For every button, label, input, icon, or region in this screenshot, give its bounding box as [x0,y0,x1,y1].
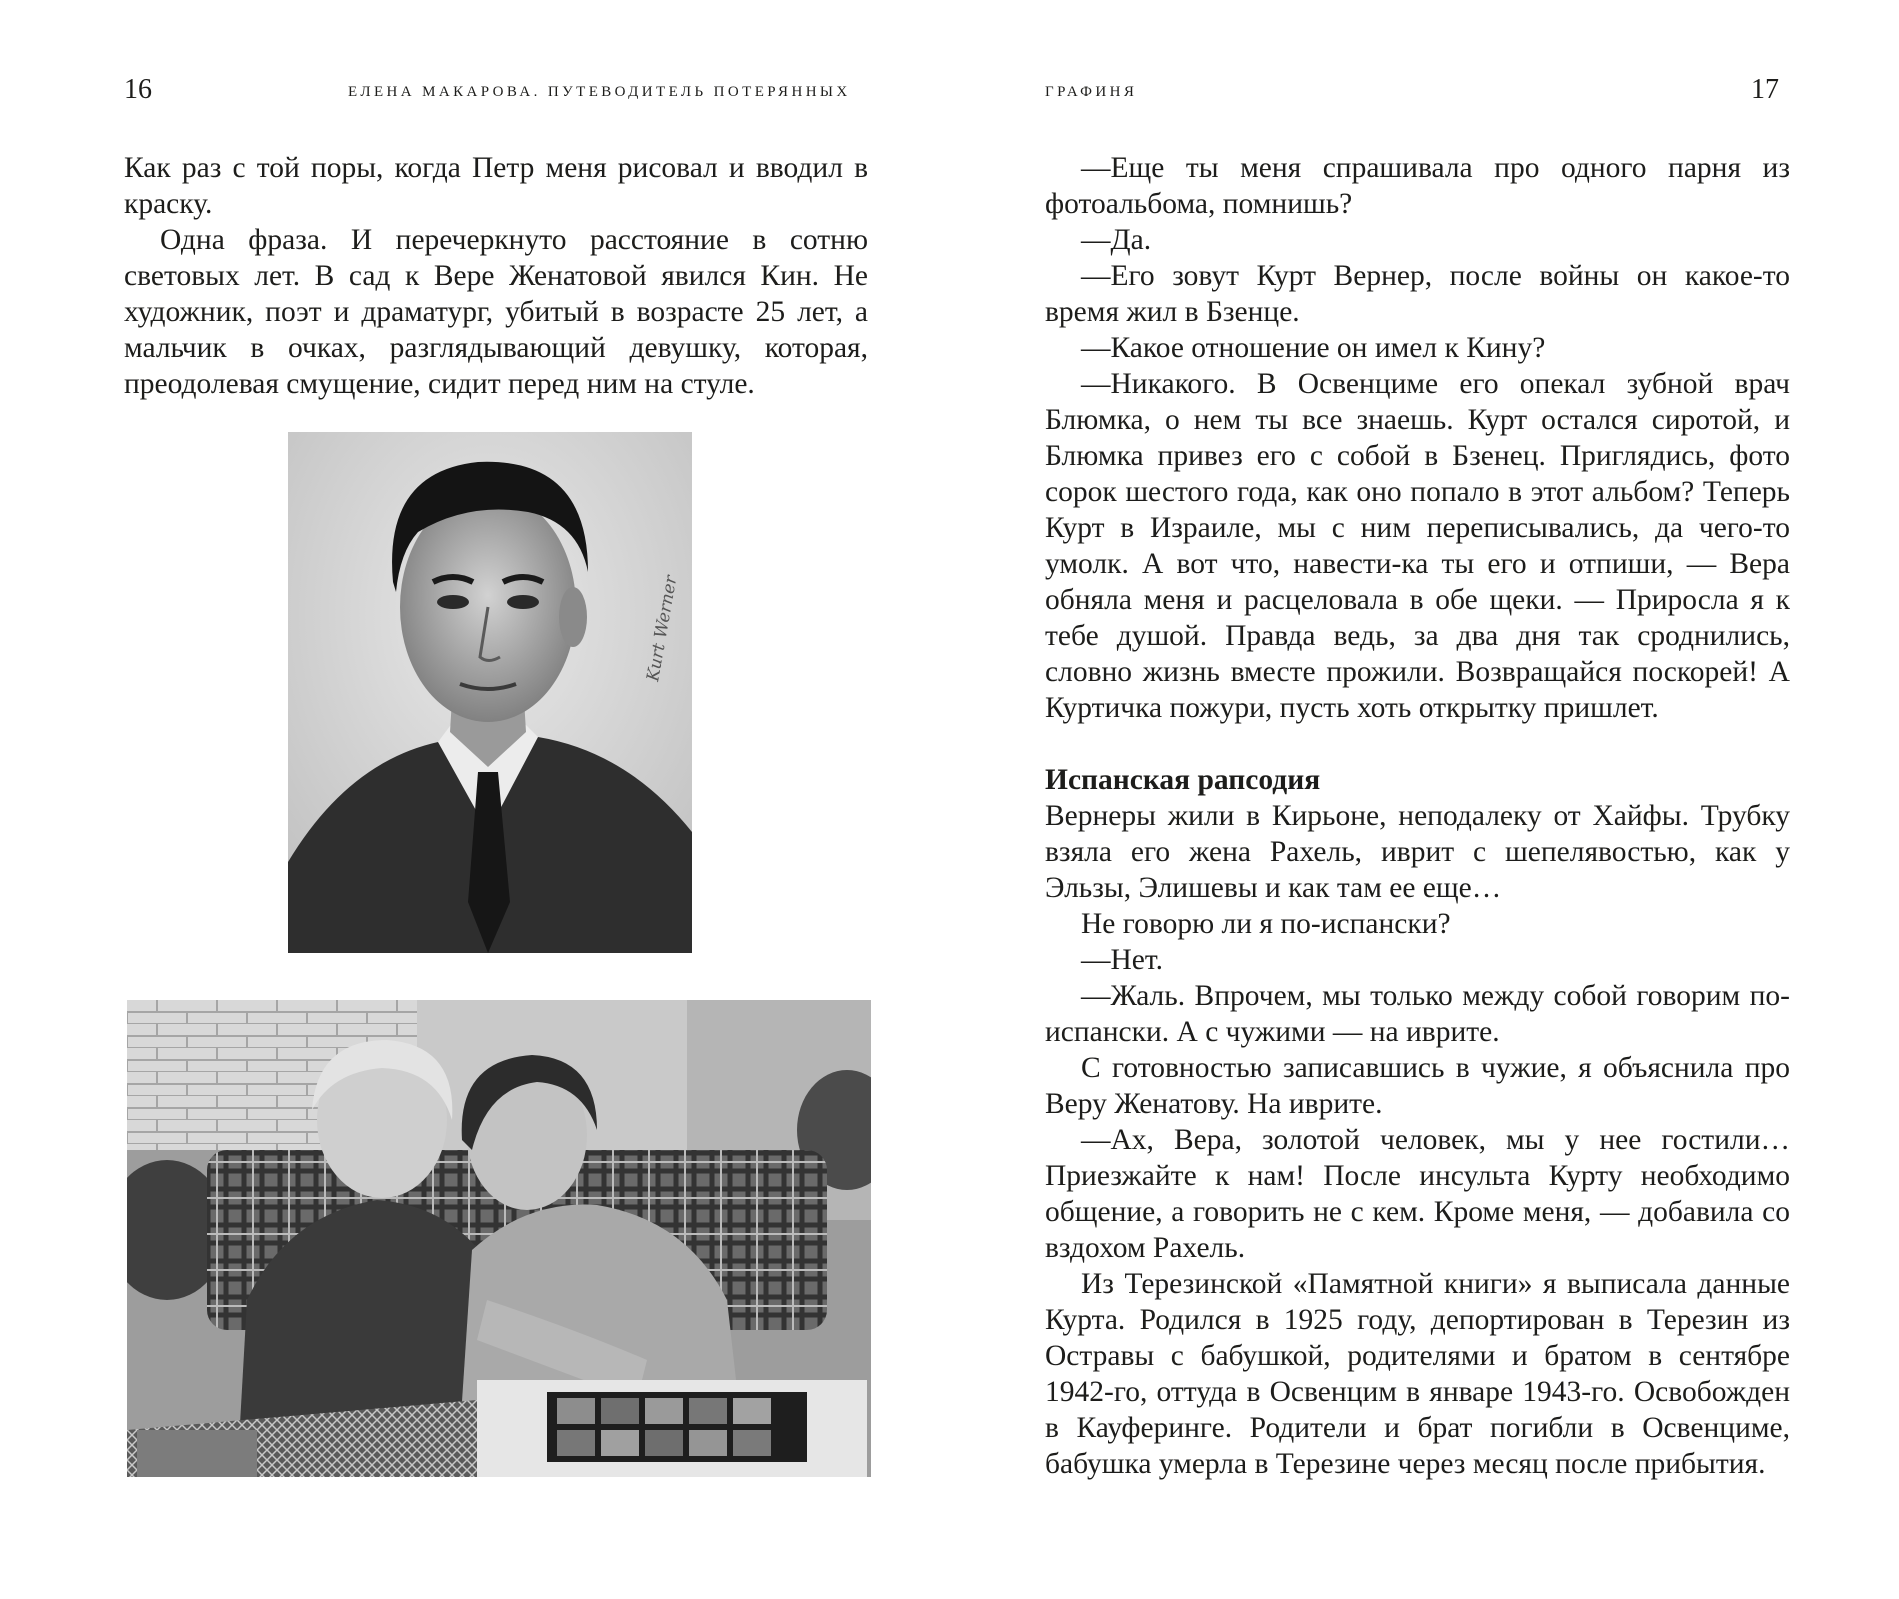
running-head-right: ГРАФИНЯ [1045,84,1138,100]
portrait-image [288,432,692,953]
section-heading: Испанская рапсодия [1045,764,1321,796]
right-body-text [1045,150,1790,1482]
running-head-left: ЕЛЕНА МАКАРОВА. ПУТЕВОДИТЕЛЬ ПОТЕРЯННЫХ [348,84,851,100]
paragraph: Как раз с той поры, когда Петр меня рисовал и вводил в краску. [124,152,868,220]
two-women-image [127,1000,871,1477]
right-page [960,0,1899,1599]
paragraph: —Еще ты меня спрашивала про одного парня из фотоальбома, помнишь? [1045,152,1790,220]
paragraph: Из Терезинской «Памятной книги» я выписала данные Курта. Родился в 1925 году, депортирован в Терезин из Остравы с бабушкой, родителями и братом в сентябре 1942-го, оттуда в Освенцим в январе 1943-го. Освобожден в Кауферинге. Родители и брат погибли в Освенциме, бабушка умерла в Терезине через месяц после прибытия. [1045,1268,1790,1480]
paragraph: —Какое отношение он имел к Кину? [1081,332,1546,364]
portrait-photo [288,432,692,953]
paragraph: Вернеры жили в Кирьоне, неподалеку от Хайфы. Трубку взяла его жена Рахель, иврит с шепелявостью, как у Эльзы, Элишевы и как там ее еще… [1045,800,1790,904]
photo-inscription: Kurt Werner [643,573,682,683]
paragraph: —Да. [1081,224,1152,256]
page-number-left: 16 [124,74,152,105]
album-photo [127,1000,871,1477]
paragraph: Не говорю ли я по-испански? [1081,908,1451,940]
paragraph: —Нет. [1081,944,1163,976]
paragraph: —Никакого. В Освенциме его опекал зубной врач Блюмка, о нем ты все знаешь. Курт остался сиротой, и Блюмка привез его с собой в Бзенец. Приглядись, фото сорок шестого года, как оно попало в этот альбом? Теперь Курт в Израиле, мы с ним переписывались, да чего-то умолк. А вот что, навести-ка ты его и отпиши, — Вера обняла меня и расцеловала в обе щеки. — Приросла я к тебе душой. Правда ведь, за два дня так сроднились, словно жизнь вместе прожили. Возвращайся поскорей! А Куртичка пожури, пусть хоть открытку пришлет. [1045,368,1790,724]
left-body-text [124,150,868,402]
paragraph: —Жаль. Впрочем, мы только между собой говорим по-испански. А с чужими — на иврите. [1045,980,1790,1048]
paragraph: —Ах, Вера, золотой человек, мы у нее гостили… Приезжайте к нам! После инсульта Курту необходимо общение, а говорить не с кем. Кроме меня, — добавила со вздохом Рахель. [1045,1124,1790,1264]
page-number-right: 17 [1751,74,1779,105]
paragraph: Одна фраза. И перечеркнуто расстояние в сотню световых лет. В сад к Вере Женатовой явился Кин. Не художник, поэт и драматург, убитый в возрасте 25 лет, а мальчик в очках, разглядывающий девушку, которая, преодолевая смущение, сидит перед ним на стуле. [124,224,868,400]
paragraph: —Его зовут Курт Вернер, после войны он какое-то время жил в Бзенце. [1045,260,1790,328]
paragraph: С готовностью записавшись в чужие, я объяснила про Веру Женатову. На иврите. [1045,1052,1790,1120]
